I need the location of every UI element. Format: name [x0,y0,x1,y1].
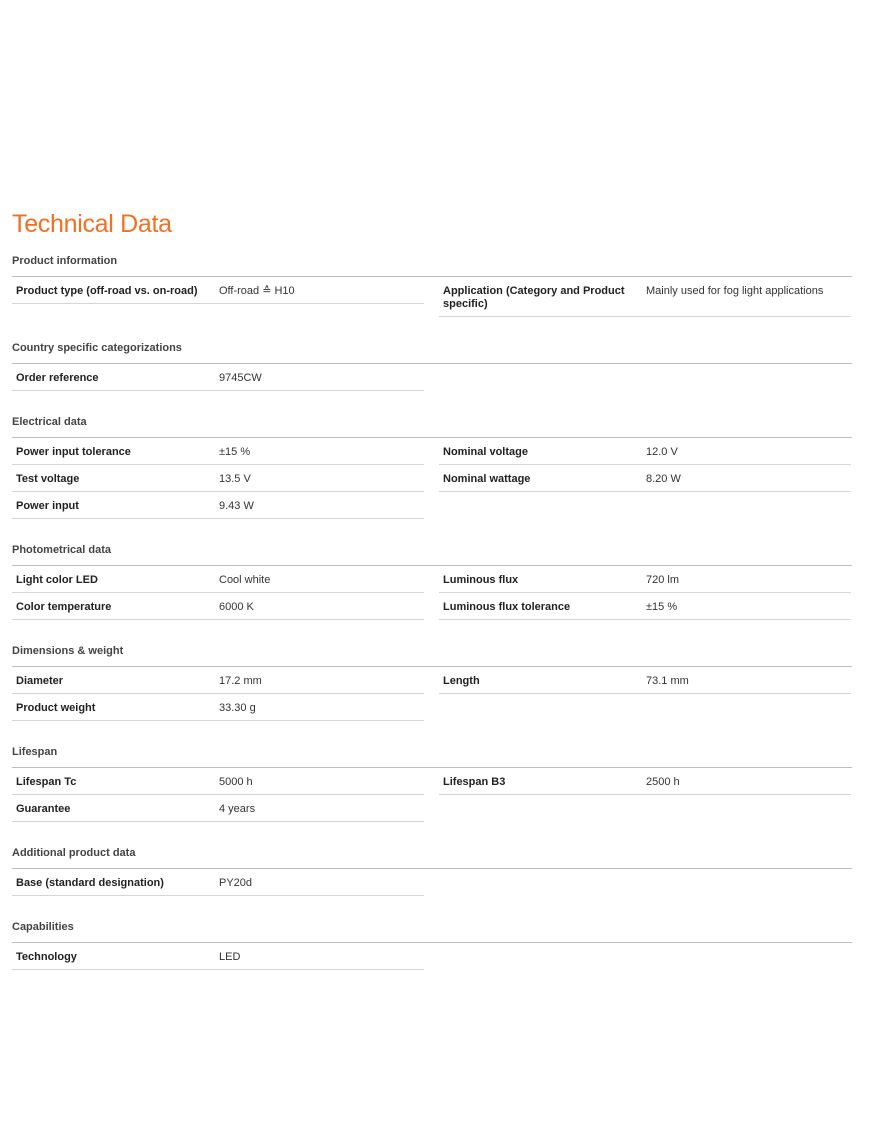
spec-grid [12,364,852,391]
spec-value: 9745CW [219,372,262,384]
spec-row-test-voltage [12,465,424,492]
spec-value: 4 years [219,803,256,815]
spec-key: Base (standard designation) [16,877,164,889]
spec-key: Luminous flux [443,574,519,586]
spec-row-product-weight [12,694,424,721]
section-heading: Additional product data [12,840,852,869]
spec-key: Luminous flux tolerance [443,601,571,613]
spec-grid [12,943,852,970]
spec-key: Power input [16,500,79,512]
spec-value: 8.20 W [646,473,681,485]
spec-value: Mainly used for fog light applications [646,285,824,297]
section-heading: Capabilities [12,914,852,943]
spec-value: 17.2 mm [219,675,262,687]
spec-column-left [12,667,424,721]
spec-row-power-input [12,492,424,519]
spec-value: LED [219,951,241,963]
section-product-information [12,248,852,317]
section-photometrical-data [12,537,852,620]
spec-key: Lifespan Tc [16,776,77,788]
spec-key: Test voltage [16,473,80,485]
spec-column-right [439,943,851,970]
section-lifespan [12,739,852,822]
spec-row-power-input-tolerance [12,438,424,465]
section-heading: Country specific categorizations [12,335,852,364]
spec-row-length [439,667,851,694]
spec-column-right [439,566,851,620]
section-heading: Product information [12,248,852,277]
spec-row-base-standard-designation [12,869,424,896]
spec-value: 5000 h [219,776,253,788]
spec-key: Length [443,675,480,687]
spec-column-right [439,869,851,896]
spec-row-diameter [12,667,424,694]
section-electrical-data [12,409,852,519]
section-heading: Lifespan [12,739,852,768]
spec-value: 6000 K [219,601,254,613]
spec-key: Nominal voltage [443,446,528,458]
page-title: Technical Data [12,210,172,238]
spec-value: 720 lm [646,574,680,586]
spec-value: Cool white [219,574,271,586]
spec-grid [12,438,852,519]
spec-row-lifespan-tc [12,768,424,795]
spec-row-guarantee [12,795,424,822]
spec-key: Light color LED [16,574,98,586]
spec-grid [12,768,852,822]
sections-container [12,248,852,988]
spec-value: ±15 % [219,446,251,458]
spec-grid [12,667,852,721]
spec-column-right [439,438,851,519]
spec-row-application-category-and-product-specific [439,277,851,317]
spec-grid [12,566,852,620]
spec-column-right [439,277,851,317]
spec-column-left [12,566,424,620]
spec-row-light-color-led [12,566,424,593]
spec-key: Color temperature [16,601,112,613]
spec-row-order-reference [12,364,424,391]
spec-row-nominal-voltage [439,438,851,465]
spec-value: Off-road ≙ H10 [219,285,295,297]
spec-column-right [439,364,851,391]
spec-value: 73.1 mm [646,675,689,687]
spec-column-left [12,869,424,896]
spec-value: 33.30 g [219,702,256,714]
spec-value: 2500 h [646,776,680,788]
spec-key: Lifespan B3 [443,776,506,788]
spec-column-left [12,438,424,519]
spec-row-luminous-flux-tolerance [439,593,851,620]
spec-grid [12,869,852,896]
spec-value: 9.43 W [219,500,254,512]
spec-column-right [439,667,851,721]
spec-row-technology [12,943,424,970]
spec-key: Product type (off-road vs. on-road) [16,285,198,297]
spec-value: ±15 % [646,601,678,613]
section-capabilities [12,914,852,970]
spec-column-left [12,768,424,822]
spec-row-luminous-flux [439,566,851,593]
spec-column-right [439,768,851,822]
spec-key: Technology [16,951,77,963]
spec-key: Order reference [16,372,99,384]
section-country-specific-categorizations [12,335,852,391]
spec-value: 13.5 V [219,473,251,485]
spec-row-color-temperature [12,593,424,620]
spec-key: Power input tolerance [16,446,131,458]
spec-column-left [12,277,424,317]
section-heading: Photometrical data [12,537,852,566]
section-dimensions-weight [12,638,852,721]
spec-value: PY20d [219,877,253,889]
spec-grid [12,277,852,317]
spec-key: Nominal wattage [443,473,531,485]
spec-key: Application (Category and Product specific) [443,285,625,310]
section-additional-product-data [12,840,852,896]
spec-key: Guarantee [16,803,71,815]
section-heading: Dimensions & weight [12,638,852,667]
spec-key: Diameter [16,675,64,687]
spec-row-product-type-off-road-vs-on-road [12,277,424,304]
spec-column-left [12,364,424,391]
spec-key: Product weight [16,702,96,714]
spec-column-left [12,943,424,970]
spec-row-lifespan-b3 [439,768,851,795]
spec-value: 12.0 V [646,446,678,458]
spec-row-nominal-wattage [439,465,851,492]
section-heading: Electrical data [12,409,852,438]
